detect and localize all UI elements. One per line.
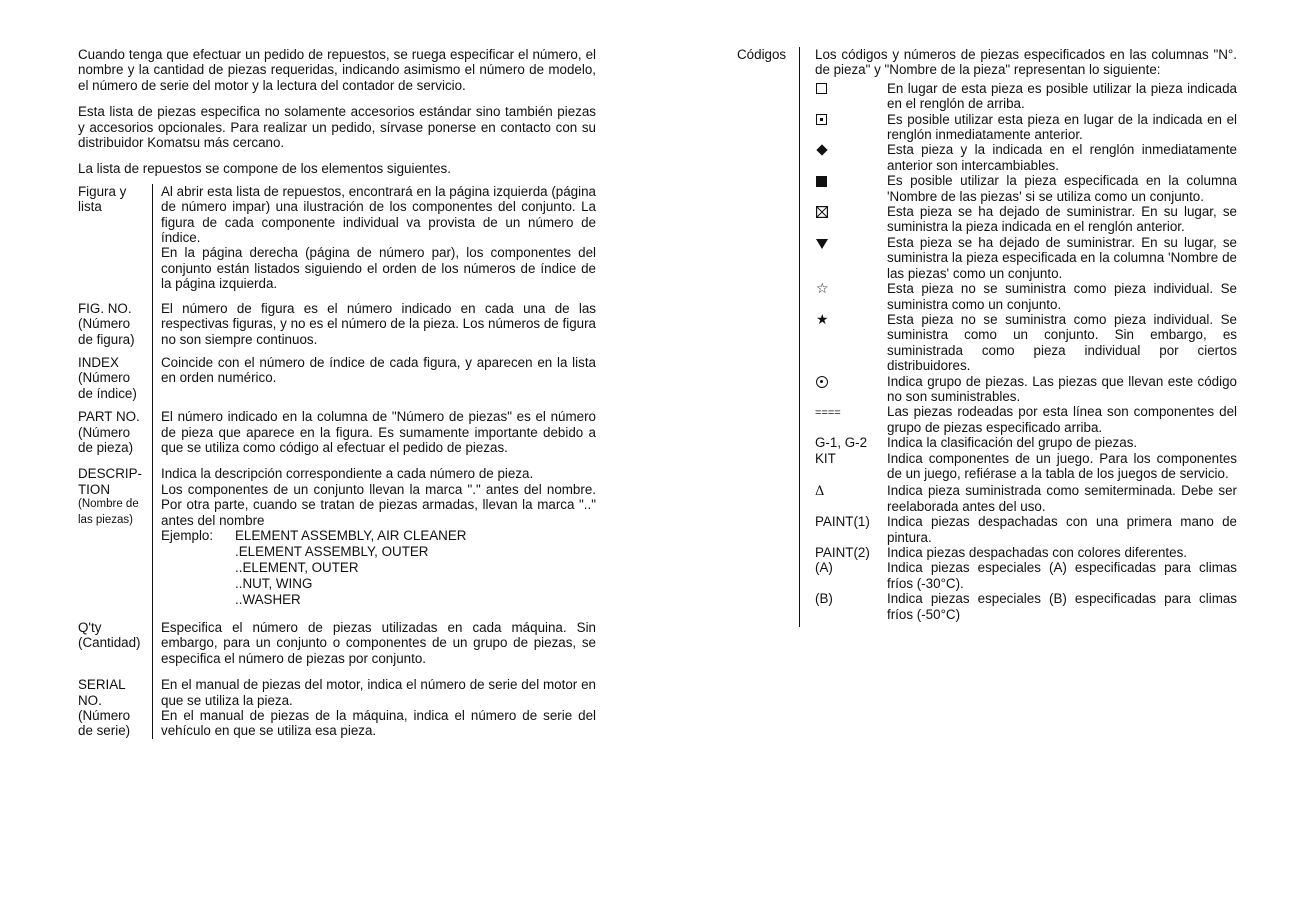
code-desc: Indica componentes de un juego. Para los componentes de un juego, refiérase a la tabla de los juegos de servicio.	[887, 450, 1237, 481]
code-row	[815, 514, 1237, 545]
open-square-icon	[816, 83, 827, 94]
definitions-list	[78, 184, 596, 739]
dashed-line-icon: ====	[815, 407, 841, 420]
code-symbol: (A)	[815, 560, 833, 576]
code-row	[815, 591, 1237, 622]
example-block	[161, 528, 596, 608]
definition-qty	[78, 620, 596, 666]
down-triangle-icon	[816, 239, 828, 249]
code-symbol: PAINT(1)	[815, 514, 870, 530]
codes-body	[799, 47, 1237, 622]
definition-term: SERIAL NO. (Número de serie)	[78, 677, 131, 739]
code-row	[815, 173, 1237, 204]
paragraph-ordering: Cuando tenga que efectuar un pedido de repuestos, se ruega especificar el número, el nombre y la cantidad de piezas requeridas, indicando asimismo el número de modelo, el número de serie del motor y la lectura del contador de servicio.	[78, 47, 596, 93]
code-row	[815, 112, 1237, 143]
code-desc: Indica grupo de piezas. Las piezas que llevan este código no son suministrables.	[887, 373, 1237, 404]
code-row	[815, 435, 1237, 450]
definition-term: Figura y lista	[78, 183, 127, 215]
crossed-square-icon	[816, 206, 828, 218]
definition-term: INDEX (Número de índice)	[78, 354, 137, 401]
code-desc: Esta pieza no se suministra como pieza individual. Se suministra como un conjunto.	[887, 281, 1237, 312]
code-row	[815, 545, 1237, 560]
code-desc: Es posible utilizar la pieza especificada en la columna 'Nombre de las piezas' si se utiliza como un conjunto.	[887, 173, 1237, 204]
example-line: .ELEMENT ASSEMBLY, OUTER	[235, 543, 429, 559]
example-line: ELEMENT ASSEMBLY, AIR CLEANER	[235, 527, 467, 543]
code-row	[815, 142, 1237, 173]
definition-text: El número de figura es el número indicado en cada una de las respectivas figuras, y no es el número de la pieza. Los números de figura no son siempre continuos.	[161, 300, 596, 347]
code-desc: Indica piezas despachadas con colores diferentes.	[887, 545, 1187, 560]
code-row	[815, 374, 1237, 405]
definition-text: Especifica el número de piezas utilizadas en cada máquina. Sin embargo, para un conjunto o componentes de un grupo de piezas, se especifica el número de piezas por conjunto.	[161, 619, 596, 666]
paragraph-scope: Esta lista de piezas especifica no solamente accesorios estándar sino también piezas y accesorios opcionales. Para realizar un pedido, sírvase ponerse en contacto con su distribuidor Komatsu más cercano.	[78, 104, 596, 151]
paragraph-intro: La lista de repuestos se compone de los elementos siguientes.	[78, 161, 451, 177]
example-label: Ejemplo:	[161, 527, 214, 543]
definition-text: El número indicado en la columna de "Número de piezas" es el número de pieza que aparece en la figura. Es sumamente importante debido a que se utiliza como código al efectuar el pedido de piezas.	[161, 409, 596, 455]
code-desc: Es posible utilizar esta pieza en lugar de la indicada en el renglón inmediatamente anterior.	[887, 111, 1237, 143]
dotted-square-icon	[816, 114, 827, 125]
code-row	[815, 312, 1237, 374]
code-desc: Indica la clasificación del grupo de piezas.	[887, 435, 1138, 451]
code-symbol: KIT	[815, 450, 836, 466]
code-row	[815, 235, 1237, 281]
definition-term: Q'ty (Cantidad)	[78, 619, 141, 651]
code-desc: En lugar de esta pieza es posible utilizar la pieza indicada en el renglón de arriba.	[887, 80, 1237, 112]
code-row	[815, 204, 1237, 235]
open-star-icon: ☆	[816, 280, 829, 297]
code-desc: Indica piezas despachadas con una primera mano de pintura.	[887, 514, 1237, 545]
code-row	[815, 560, 1237, 591]
code-desc: Indica piezas especiales (B) especificadas para climas fríos (-50°C)	[887, 591, 1237, 622]
definition-figure	[78, 184, 596, 292]
code-row	[815, 483, 1237, 514]
codes-section	[737, 47, 1237, 622]
code-desc: Las piezas rodeadas por esta línea son componentes del grupo de piezas especificado arriba.	[887, 404, 1237, 435]
code-symbol: (B)	[815, 591, 833, 607]
definition-text: Al abrir esta lista de repuestos, encontrará en la página izquierda (página de número impar) una ilustración de los componentes del conjunto. La figura de cada componente individual va provista de un número de índice.	[161, 183, 596, 246]
code-desc: Esta pieza no se suministra como pieza individual. Se suministra como un conjunto. Sin embargo, es suministrada como pieza individual por ciertos distribuidores.	[887, 311, 1237, 374]
code-symbol: G-1, G-2	[815, 435, 868, 451]
code-desc: Esta pieza y la indicada en el renglón inmediatamente anterior son intercambiables.	[887, 142, 1237, 173]
codes-intro: Los códigos y números de piezas especificados en las columnas "N°. de pieza" y "Nombre de la pieza" representan lo siguiente:	[815, 47, 1237, 78]
right-column	[737, 47, 1237, 622]
definition-text: En el manual de piezas de la máquina, indica el número de serie del vehículo en que se utiliza esa pieza.	[161, 708, 596, 739]
definition-text: Coincide con el número de índice de cada figura, y aparecen en la lista en orden numérico.	[161, 354, 596, 386]
example-line: ..NUT, WING	[235, 575, 313, 591]
example-items	[235, 528, 466, 608]
definition-description	[78, 466, 596, 608]
code-desc: Esta pieza se ha dejado de suministrar. En su lugar, se suministra la pieza indicada en el renglón anterior.	[887, 204, 1237, 235]
definition-fig-no	[78, 301, 596, 347]
codes-title: Códigos	[737, 47, 787, 62]
code-row	[815, 404, 1237, 435]
code-row	[815, 451, 1237, 482]
code-row	[815, 81, 1237, 112]
code-symbol: PAINT(2)	[815, 545, 870, 560]
definition-serial-no	[78, 677, 596, 739]
definition-index	[78, 355, 596, 401]
definition-part-no	[78, 409, 596, 455]
filled-square-icon	[816, 176, 827, 187]
definition-text: En el manual de piezas del motor, indica el número de serie del motor en que se utiliza la pieza.	[161, 677, 596, 708]
code-row	[815, 281, 1237, 312]
code-desc: Indica pieza suministrada como semiterminada. Debe ser reelaborada antes del uso.	[887, 483, 1237, 514]
code-desc: Esta pieza se ha dejado de suministrar. En su lugar, se suministra la pieza especificada en la columna 'Nombre de las piezas' como un conjunto.	[887, 234, 1237, 281]
definition-term: DESCRIP- TION (Nombre de las piezas)	[78, 466, 142, 526]
example-line: ..ELEMENT, OUTER	[235, 559, 359, 575]
definition-term: FIG. NO. (Número de figura)	[78, 300, 135, 347]
definition-text: Los componentes de un conjunto llevan la marca "." antes del nombre. Por otra parte, cuando se tratan de piezas armadas, llevan la marca ".." antes del nombre	[161, 481, 596, 528]
filled-star-icon: ★	[816, 310, 829, 327]
definition-term: PART NO. (Número de pieza)	[78, 409, 140, 455]
delta-icon: Δ	[815, 484, 825, 500]
example-line: ..WASHER	[235, 591, 301, 607]
definition-text: En la página derecha (página de número par), los componentes del conjunto están listados siguiendo el orden de los números de índice de la página izquierda.	[161, 245, 596, 292]
circle-dot-icon	[816, 376, 828, 388]
left-column	[78, 47, 596, 739]
definition-text: Indica la descripción correspondiente a cada número de pieza.	[161, 466, 534, 482]
code-desc: Indica piezas especiales (A) especificadas para climas fríos (-30°C).	[887, 560, 1237, 591]
diamond-icon	[816, 145, 827, 156]
divider-line	[152, 184, 153, 739]
